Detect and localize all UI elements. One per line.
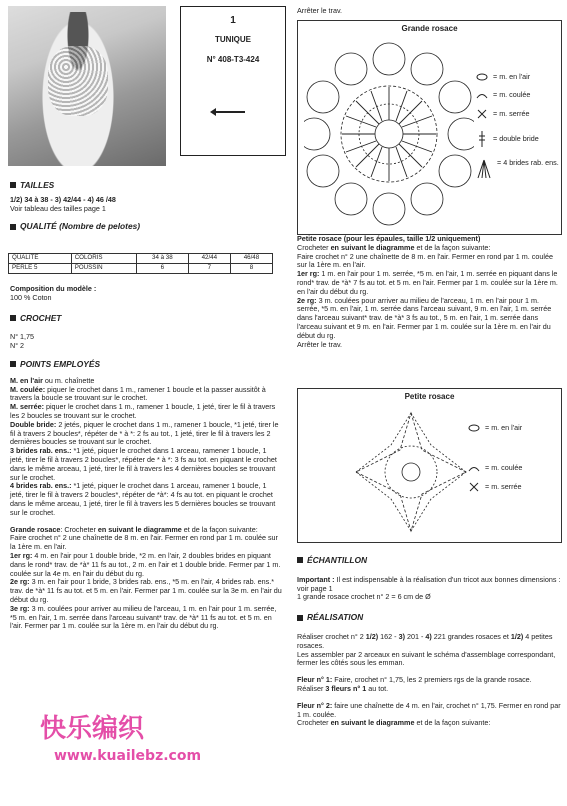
flower-1-count: Réaliser 3 fleurs n° 1 au tot. xyxy=(297,683,389,693)
rosette-chart-icon xyxy=(304,37,474,232)
pattern-number: 1 xyxy=(230,15,236,26)
small-rosette-diagram xyxy=(297,388,562,543)
table-cell: POUSSIN xyxy=(71,263,136,273)
diagram-title: Petite rosace xyxy=(404,392,455,401)
small-rosette-text xyxy=(297,235,562,349)
legend-treble: = double bride xyxy=(476,131,539,147)
table-header: 34 à 38 xyxy=(136,254,188,264)
legend-chain: = m. en l'air xyxy=(476,73,530,82)
table-header: 46/48 xyxy=(230,254,272,264)
bullet-icon xyxy=(10,224,16,230)
table-row xyxy=(9,263,273,273)
section-title: TAILLES xyxy=(20,180,55,190)
large-rosette-diagram xyxy=(297,20,562,235)
small-rosette-start: Faire crochet n° 2 une chaînette de 8 m. en l'air. Fermer en rond par 1 m. coulée sur la 1ère m. en l'air. xyxy=(297,251,553,270)
pattern-ref: N° 408-T3-424 xyxy=(206,54,260,64)
watermark-url: www.kuailebz.com xyxy=(54,748,202,764)
flower-2-instr: Crocheter en suivant le diagramme et de la façon suivante: xyxy=(297,718,491,728)
bullet-icon xyxy=(10,361,16,367)
large-rosette-row1: 1er rg: 4 m. en l'air pour 1 double bride, *2 m. en l'air, 2 doubles brides en piquant dans le rond* trav. de *à* 11 fs au tot., 2 m. en l'air et 1 double bride. Fermer par 1 m. coulée sur la 4e m. en l'air du début du rg. xyxy=(10,550,281,578)
section-points xyxy=(10,360,282,369)
watermark-logo: 快乐编织 xyxy=(40,714,145,744)
section-qualite xyxy=(10,222,282,231)
composition-title: Composition du modèle : xyxy=(10,284,97,293)
pattern-header xyxy=(180,6,286,156)
stop-work-1: Arrêter le trav. xyxy=(297,6,342,15)
stitch-single: M. serrée: piquer le crochet dans 1 m., ramener 1 boucle, 1 jeté, tirer le fil à travers les 2 boucles se trouvant sur le crochet. xyxy=(10,402,276,420)
stitch-4-together: 4 brides rab. ens.: *1 jeté, piquer le crochet dans 1 arceau, ramener 1 boucle, 1 jeté, tirer le fil à travers 2 boucles*, répéter de *à*: 4 fs au tot. en piquant le crochet dans le même arceau, 1 jeté, tirer le fil à travers les 5 dernières boucles se trouvant sur le crochet. xyxy=(10,481,276,517)
table-cell: 6 xyxy=(136,263,188,273)
section-realisation xyxy=(297,613,562,622)
table-cell: PERLE 5 xyxy=(9,263,72,273)
pattern-title: TUNIQUE xyxy=(215,34,251,44)
stitch-chain: M. en l'air ou m. chaînette xyxy=(10,375,95,385)
small-rosette-title: Petite rosace (pour les épaules, taille 1/2 uniquement) xyxy=(297,234,481,243)
composition-value: 100 % Coton xyxy=(10,292,52,302)
large-rosette-intro: Grande rosace: Crocheter en suivant le diagramme et de la façon suivante: xyxy=(10,524,258,534)
table-cell: 8 xyxy=(230,263,272,273)
section-title: POINTS EMPLOYÉS xyxy=(20,358,101,369)
table-header: QUALITE xyxy=(9,254,72,264)
legend-slip: = m. coulée xyxy=(476,91,530,100)
legend-chain: = m. en l'air xyxy=(468,424,522,433)
left-column xyxy=(10,181,282,231)
stop-work-2: Arrêter le trav. xyxy=(297,339,342,349)
hook-size-2: N° 2 xyxy=(10,341,25,351)
left-body xyxy=(10,285,282,631)
small-rosette-intro: Crocheter en suivant le diagramme et de la façon suivante: xyxy=(297,242,491,252)
flower-2: Fleur n° 2: faire une chaînette de 4 m. en l'air, crochet n° 1,75. Fermer en rond par 1 m. coulée. xyxy=(297,700,561,719)
small-rosette-row2: 2e rg: 3 m. coulées pour arriver au milieu de l'arceau, 1 m. en l'air pour 1 m. serrée, *5 m. en l'air, 1 m. serrée dans l'arceau suivant, 9 m. en l'air, 1 m. serrée dans l'arceau suivant* trav. de *à* 3 fs au tot., 5 m. en l'air, 1 m. serrée dans l'arceau suivant et 9 m. en l'air. Fermer par 1 m. coulée sur la 1ère m. en l'air du début du rg. xyxy=(297,295,552,340)
large-rosette-start: Faire crochet n° 2 une chaînette de 8 m. en l'air. Fermer en rond par 1 m. coulée sur la 1ère m. en l'air. xyxy=(10,533,278,552)
realisation-count: Réaliser crochet n° 2 1/2) 162 - 3) 201 - 4) 221 grandes rosaces et 1/2) 4 petites rosaces. xyxy=(297,631,553,650)
small-rosette-chart-icon xyxy=(336,405,486,540)
table-cell: 7 xyxy=(188,263,230,273)
section-title: CROCHET xyxy=(20,312,62,323)
section-title: QUALITÉ (Nombre de pelotes) xyxy=(20,221,141,232)
legend-slip: = m. coulée xyxy=(468,464,522,473)
large-rosette-row3: 3e rg: 3 m. coulées pour arriver au milieu de l'arceau, 1 m. en l'air pour 1 m. serrée, *5 m. en l'air, 1 m. serrée dans l'arceau suivant* trav. de *à* 11 fs au tot. et 5 m. en l'air. Fermer par 1 m. coulée sur la 1ère m. en l'air du début du rg. xyxy=(10,603,277,631)
model-photo xyxy=(8,6,166,166)
stitch-slip: M. coulée: piquer le crochet dans 1 m., ramener 1 boucle et la passer aussitôt à travers la boucle se trouvant sur le crochet. xyxy=(10,384,266,403)
sizes-note: Voir tableau des tailles page 1 xyxy=(10,203,106,213)
legend-single: = m. serrée xyxy=(476,109,530,119)
section-tailles xyxy=(10,181,282,190)
stitch-3-together: 3 brides rab. ens.: *1 jeté, piquer le crochet dans 1 arceau, ramener 1 boucle, 1 jeté, tirer le fil à travers 2 boucles*, répéter de * à *: 3 fs au tot. en piquant le crochet dans le même arceau, 1 jeté, tirer le fil à travers les 4 dernières boucles se trouvant sur le crochet. xyxy=(10,446,277,482)
sizes-line: 1/2) 34 à 38 - 3) 42/44 - 4) 46 /48 xyxy=(10,194,116,204)
bullet-icon xyxy=(297,557,303,563)
diagram-title: Grande rosace xyxy=(401,24,458,33)
section-title: RÉALISATION xyxy=(307,612,364,623)
stitch-treble: Double bride: 2 jetés, piquer le crochet dans 1 m., ramener 1 boucle, *1 jeté, tirer le fil à travers 2 boucles*, répéter de * à *: 2 fs au tot., 1 jeté, tirer le fil à travers les 2 dernières boucles se trouvant sur le crochet. xyxy=(10,419,279,447)
table-header: COLORIS xyxy=(71,254,136,264)
hook-size-1: N° 1,75 xyxy=(10,332,35,342)
section-crochet xyxy=(10,314,282,323)
legend-single: = m. serrée xyxy=(468,482,522,492)
gauge-important: Important : Il est indispensable à la réalisation d'un tricot aux bonnes dimensions : voir page 1 xyxy=(297,574,561,593)
small-rosette-row1: 1er rg: 1 m. en l'air pour 1 m. serrée, *5 m. en l'air, 1 m. serrée en piquant dans le rond* trav. de *à* 7 fs au tot. et 5 m. en l'air. Fermer par 1 m. coulée sur la 1ère m. en l'air du début du rg. xyxy=(297,269,558,296)
table-row xyxy=(9,254,273,264)
bullet-icon xyxy=(297,615,303,621)
bullet-icon xyxy=(10,182,16,188)
section-title: ÉCHANTILLON xyxy=(307,555,368,565)
flower-1: Fleur n° 1: Faire, crochet n° 1,75, les 2 premiers rgs de la grande rosace. xyxy=(297,675,532,685)
legend-4-together: = 4 brides rab. ens. xyxy=(476,159,567,179)
right-body xyxy=(297,556,562,728)
table-header: 42/44 xyxy=(188,254,230,264)
gauge-value: 1 grande rosace crochet n° 2 = 6 cm de Ø xyxy=(297,592,431,602)
arrow-left-icon xyxy=(215,111,245,113)
large-rosette-row2: 2e rg: 3 m. en l'air pour 1 bride, 3 brides rab. ens., *5 m. en l'air, 4 brides rab. ens.* trav. de *à* 11 fs au tot. et 5 m. en l'air. Fermer par 1 m. coulée sur la 3e m. en l'air du début du rg. xyxy=(10,577,282,604)
realisation-assembly: Les assembler par 2 arceaux en suivant le schéma d'assemblage correspondant, fermer les côtés sous les emman. xyxy=(297,649,556,668)
yarn-table xyxy=(8,253,273,274)
section-echantillon xyxy=(297,556,562,565)
bullet-icon xyxy=(10,315,16,321)
